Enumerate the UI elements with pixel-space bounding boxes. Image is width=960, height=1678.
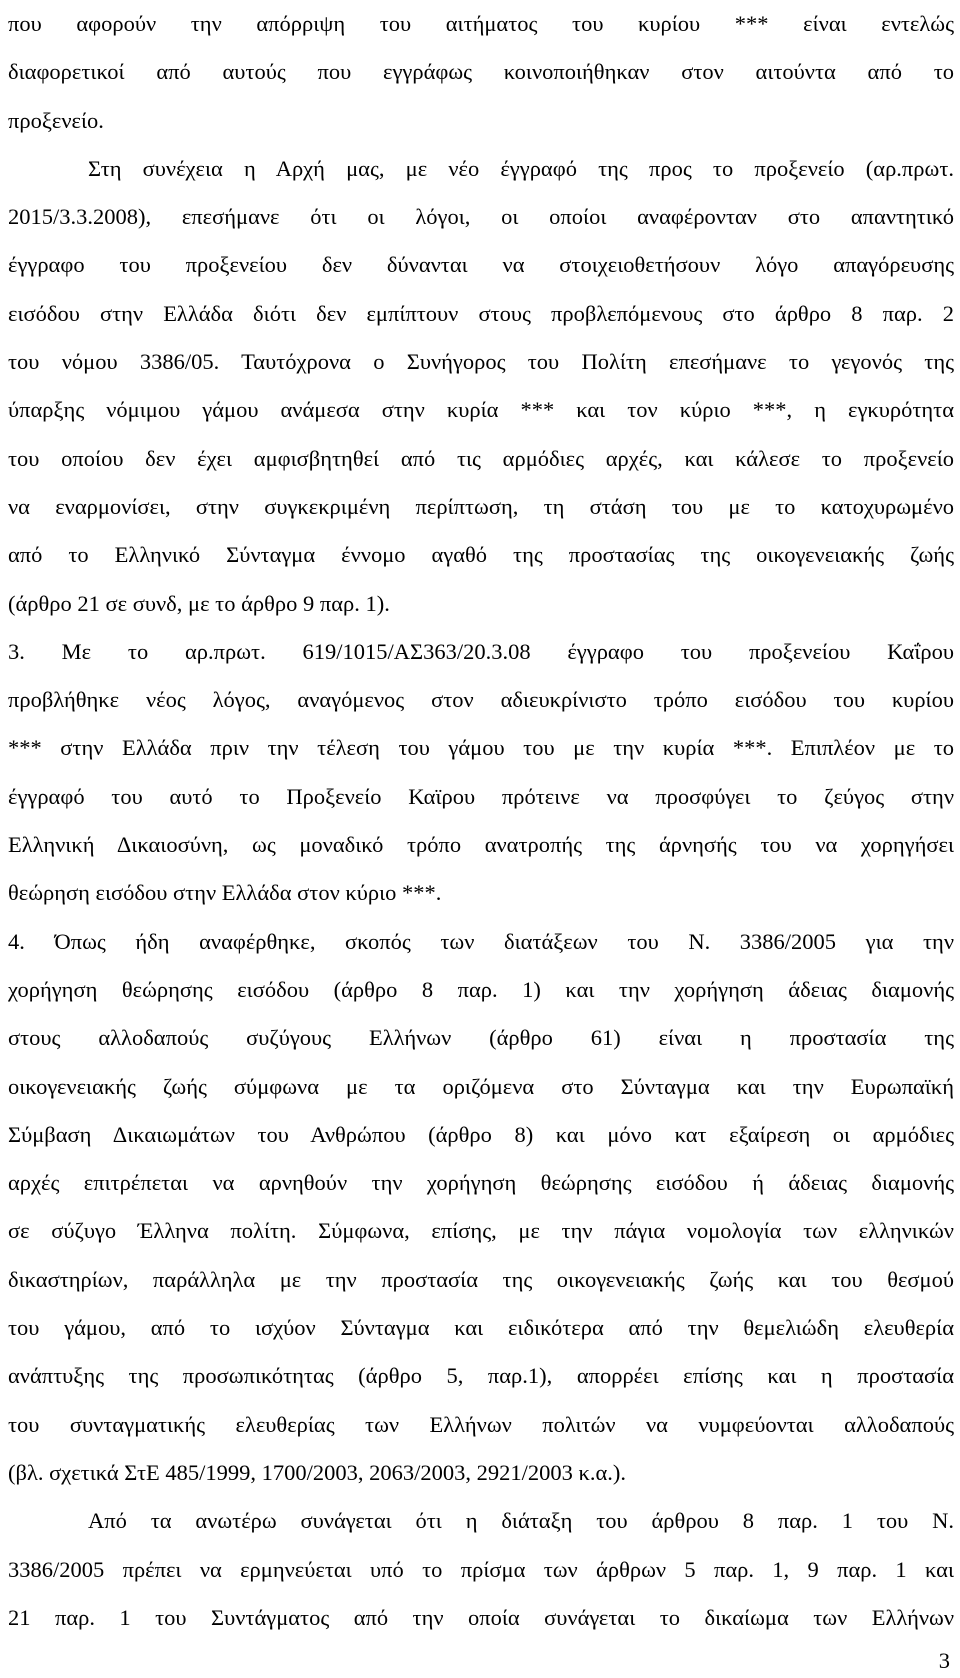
text-line: του νόμου 3386/05. Ταυτόχρονα ο Συνήγορος του Πολίτη επεσήμανε το γεγονός της xyxy=(8,349,954,375)
text-line: ύπαρξης νόμιμου γάμου ανάμεσα στην κυρία *** και τον κύριο ***, η εγκυρότητα xyxy=(8,397,954,423)
text-line: οικογενειακής ζωής σύμφωνα με τα οριζόμενα στο Σύνταγμα και την Ευρωπαϊκή xyxy=(8,1073,954,1099)
body-text xyxy=(8,0,954,1642)
text-line: έγγραφο του προξενείου δεν δύνανται να στοιχειοθετήσουν λόγο απαγόρευσης xyxy=(8,252,954,278)
text-line: Στη συνέχεια η Αρχή μας, με νέο έγγραφό της προς το προξενείο (αρ.πρωτ. xyxy=(88,155,954,181)
text-line: Ελληνική Δικαιοσύνη, ως μοναδικό τρόπο ανατροπής της άρνησής του να χορηγήσει xyxy=(8,832,954,858)
text-line: σε σύζυγο Έλληνα πολίτη. Σύμφωνα, επίσης, με την πάγια νομολογία των ελληνικών xyxy=(8,1218,954,1244)
text-line: εισόδου στην Ελλάδα διότι δεν εμπίπτουν στους προβλεπόμενους στο άρθρο 8 παρ. 2 xyxy=(8,300,954,326)
text-line: θεώρηση εισόδου στην Ελλάδα στον κύριο ***. xyxy=(8,880,442,906)
text-line: ανάπτυξης της προσωπικότητας (άρθρο 5, παρ.1), απορρέει επίσης και η προστασία xyxy=(8,1363,954,1389)
text-line: προβλήθηκε νέος λόγος, αναγόμενος στον αδιευκρίνιστο τρόπο εισόδου του κυρίου xyxy=(8,687,954,713)
text-line: του συνταγματικής ελευθερίας των Ελλήνων πολιτών να νυμφεύονται αλλοδαπούς xyxy=(8,1411,954,1437)
text-line: 3. Με το αρ.πρωτ. 619/1015/ΑΣ363/20.3.08 έγγραφο του προξενείου Καΐρου xyxy=(8,638,954,664)
text-line: 4. Όπως ήδη αναφέρθηκε, σκοπός των διατάξεων του Ν. 3386/2005 για την xyxy=(8,928,954,954)
text-line: του οποίου δεν έχει αμφισβητηθεί από τις αρμόδιες αρχές, και κάλεσε το προξενείο xyxy=(8,445,954,471)
text-line: στους αλλοδαπούς συζύγους Ελλήνων (άρθρο 61) είναι η προστασία της xyxy=(8,1025,954,1051)
text-line: που αφορούν την απόρριψη του αιτήματος του κυρίου *** είναι εντελώς xyxy=(8,11,954,36)
text-line: Σύμβαση Δικαιωμάτων του Ανθρώπου (άρθρο 8) και μόνο κατ εξαίρεση οι αρμόδιες xyxy=(8,1121,954,1147)
text-line: διαφορετικοί από αυτούς που εγγράφως κοινοποιήθηκαν στον αιτούντα από το xyxy=(8,59,954,85)
text-line: χορήγηση θεώρησης εισόδου (άρθρο 8 παρ. 1) και την χορήγηση άδειας διαμονής xyxy=(8,976,954,1002)
text-line: 2015/3.3.2008), επεσήμανε ότι οι λόγοι, οι οποίοι αναφέρονταν στο απαντητικό xyxy=(8,204,954,230)
text-line: 21 παρ. 1 του Συντάγματος από την οποία συνάγεται το δικαίωμα των Ελλήνων xyxy=(8,1604,954,1630)
text-line: από το Ελληνικό Σύνταγμα έννομο αγαθό της προστασίας της οικογενειακής ζωής xyxy=(8,542,954,568)
text-line: αρχές επιτρέπεται να αρνηθούν την χορήγηση θεώρησης εισόδου ή άδειας διαμονής xyxy=(8,1170,954,1196)
text-line: δικαστηρίων, παράλληλα με την προστασία της οικογενειακής ζωής και του θεσμού xyxy=(8,1266,954,1292)
text-line: Από τα ανωτέρω συνάγεται ότι η διάταξη του άρθρου 8 παρ. 1 του Ν. xyxy=(88,1508,954,1534)
text-line: *** στην Ελλάδα πριν την τέλεση του γάμου του με την κυρία ***. Επιπλέον με το xyxy=(8,735,954,761)
text-line: να εναρμονίσει, στην συγκεκριμένη περίπτωση, τη στάση του με το κατοχυρωμένο xyxy=(8,493,954,519)
text-line: 3386/2005 πρέπει να ερμηνεύεται υπό το πρίσμα των άρθρων 5 παρ. 1, 9 παρ. 1 και xyxy=(8,1556,954,1582)
text-line: (βλ. σχετικά ΣτΕ 485/1999, 1700/2003, 2063/2003, 2921/2003 κ.α.). xyxy=(8,1459,627,1485)
text-line: έγγραφό του αυτό το Προξενείο Καϊρου πρότεινε να προσφύγει το ζεύγος στην xyxy=(8,783,954,809)
text-line: (άρθρο 21 σε συνδ, με το άρθρο 9 παρ. 1). xyxy=(8,590,390,616)
page-number: 3 xyxy=(938,1648,950,1673)
text-line: του γάμου, από το ισχύον Σύνταγμα και ειδικότερα από την θεμελιώδη ελευθερία xyxy=(8,1315,954,1341)
text-line: προξενείο. xyxy=(8,107,104,133)
